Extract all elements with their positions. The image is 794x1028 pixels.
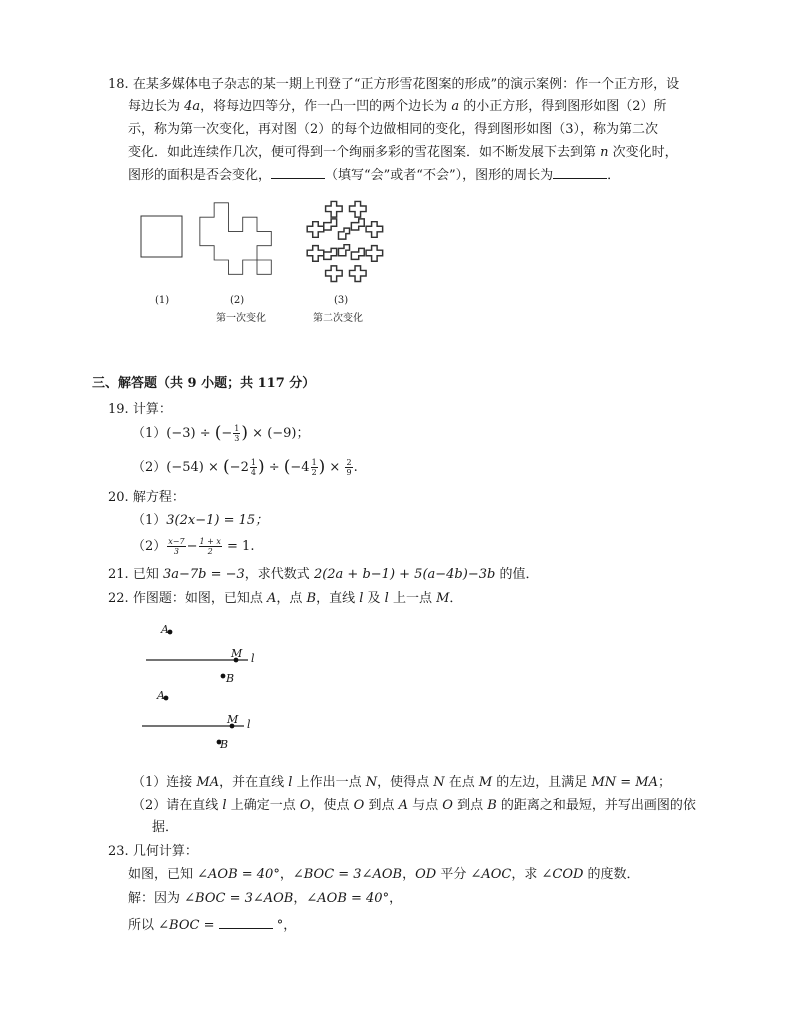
figure-second-change [298,195,390,287]
q18-line5: 图形的面积是否会变化， （填写“会”或者“不会”），图形的周长为 ． [128,168,621,183]
diagram2-label-M: M [227,713,239,726]
q22-text: 22. 作图题：如图，已知点 A，点 B，直线 l 及 l 上一点 M． [108,591,463,606]
answer-blank-boc[interactable] [219,916,273,929]
q23-line1: 如图，已知 ∠AOB = 40°，∠BOC = 3∠AOB，OD 平分 ∠AOC，求 ∠COD 的度数． [128,867,640,882]
answer-blank-area[interactable] [271,166,325,179]
q23-title: 23. 几何计算： [108,844,198,859]
q22-part1: （1）连接 MA，并在直线 l 上作出一点 N，使得点 N 在点 M 的左边，且满足 MN = MA； [132,775,671,790]
q18-line3: 示，称为第一次变化，再对图（2）的每个边做相同的变化，得到图形如图（3），称为第二次 [128,122,659,137]
diagram1-label-M: M [231,647,243,660]
q20-part2: （2） $\frac{x-7}{3}$ − $\frac{1 + x}{2}$ = 1. [132,537,255,556]
figure2-caption: 第一次变化 [216,313,266,324]
figure2-label: (2) [230,295,245,306]
section-title: 三、解答题（共 9 小题；共 117 分） [92,376,316,391]
diagram1-label-B: B [226,672,235,685]
figure-square [140,215,184,259]
q22-part2: （2）请在直线 l 上确定一点 O，使点 O 到点 A 与点 O 到点 B 的距离之和最短，并写出画图的依 [132,798,696,813]
q20-title: 20. 解方程： [108,490,185,505]
figure-first-change [197,200,277,280]
q18-number: 18. [108,77,129,92]
q19-title: 19. 计算： [108,402,172,417]
figure3-caption: 第二次变化 [313,313,363,324]
q19-part2: （2）(−54) × (−2 $\frac{1}{4}$ ) ÷ (−4 $\frac{1}{2}$ ) × $\frac{2}{9}$ . [132,457,358,477]
answer-blank-perimeter[interactable] [553,166,607,179]
q22-part2-line2: 据． [152,820,179,835]
figure3-label: (3) [334,295,349,306]
diagram1-label-A: A [161,623,169,636]
q18-line4: 变化．如此连续作几次，便可得到一个绚丽多彩的雪花图案．如不断发展下去到第 n 次变化时， [128,145,678,160]
diagram2-label-A: A [157,689,165,702]
figure1-label: (1) [155,295,170,306]
q21-text: 21. 已知 3a−7b = −3，求代数式 2(2a + b−1) + 5(a−4b)−3b 的值． [108,567,539,582]
diagram2-label-l: l [247,718,251,731]
q18-line1: 18. 在某多媒体电子杂志的某一期上刊登了“正方形雪花图案的形成”的演示案例：作一个正方形，设 [108,77,680,92]
diagram1-label-l: l [251,652,255,665]
q23-line2: 解：因为 ∠BOC = 3∠AOB，∠AOB = 40°， [128,891,403,906]
q20-part1: （1）3(2x−1) = 15； [132,513,269,528]
q23-line3: 所以 ∠BOC = °， [128,918,297,933]
diagram2-label-B: B [220,738,229,751]
q19-part1: （1）(−3) ÷ (− $\frac{1}{3}$ ) × (−9)； [132,423,310,443]
q18-line2: 每边长为 4a，将每边四等分，作一凸一凹的两个边长为 a 的小正方形，得到图形如图（2）所 [128,99,667,114]
